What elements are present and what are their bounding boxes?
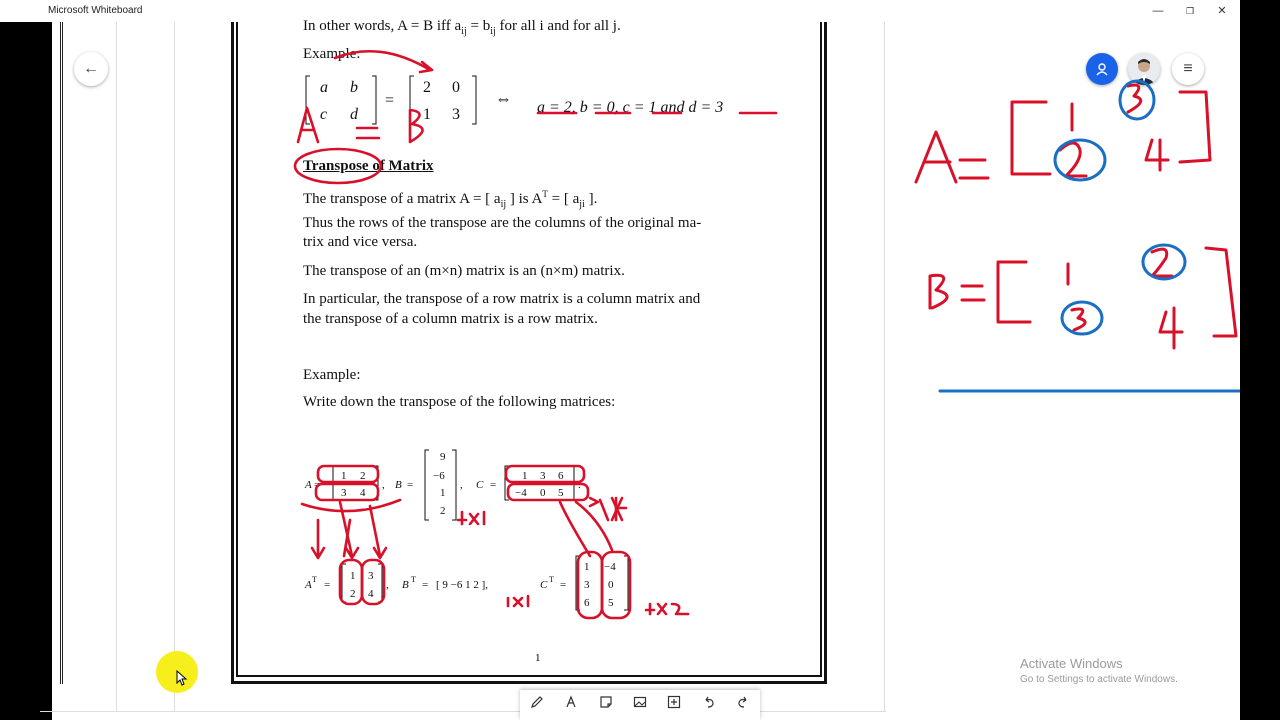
svg-text:B: B	[402, 579, 409, 591]
close-button[interactable]: ✕	[1217, 5, 1227, 17]
svg-text:A: A	[305, 479, 312, 491]
svg-text:=: =	[422, 579, 429, 591]
svg-text:1: 1	[440, 487, 446, 499]
svg-text:2: 2	[360, 470, 366, 482]
add-icon[interactable]	[662, 694, 686, 716]
svg-text:T: T	[312, 575, 317, 584]
right-black-border	[1240, 0, 1280, 720]
red-ink-board	[916, 85, 1236, 348]
hamburger-menu-icon: ≡	[1183, 60, 1193, 77]
svg-text:2: 2	[423, 79, 431, 96]
svg-text:⇔: ⇔	[495, 89, 512, 108]
svg-text:C: C	[540, 579, 548, 591]
svg-text:−6: −6	[433, 470, 445, 482]
svg-text:1: 1	[341, 470, 347, 482]
svg-text:4: 4	[368, 588, 374, 600]
svg-text:=: =	[407, 479, 414, 491]
svg-text:T: T	[549, 575, 554, 584]
svg-text:−4: −4	[515, 487, 527, 499]
svg-text:−4: −4	[604, 561, 616, 573]
paragraph-line: trix and vice versa.	[303, 234, 418, 250]
svg-text:2: 2	[350, 588, 356, 600]
restore-button[interactable]: ❐	[1185, 6, 1195, 16]
svg-text:1: 1	[423, 106, 431, 123]
svg-text:C: C	[476, 479, 484, 491]
svg-text:0: 0	[452, 79, 460, 96]
svg-text:0: 0	[608, 579, 614, 591]
note-icon[interactable]	[594, 694, 618, 716]
svg-text:9: 9	[440, 451, 446, 463]
activate-windows-watermark	[1020, 656, 1178, 685]
blue-ink-board	[940, 81, 1240, 391]
svg-text:1: 1	[522, 470, 528, 482]
section-heading: Transpose of Matrix	[303, 158, 434, 174]
undo-icon[interactable]	[697, 694, 721, 716]
svg-text:[ 9 −6 1 2 ],: [ 9 −6 1 2 ],	[436, 579, 489, 591]
back-arrow-icon: ←	[83, 60, 99, 77]
svg-text:,: ,	[460, 479, 463, 491]
paragraph-line: In particular, the transpose of a row matrix is a column matrix and	[303, 291, 701, 307]
svg-text:3: 3	[368, 570, 374, 582]
watermark-title: Activate Windows	[1020, 656, 1123, 671]
transpose-definition: The transpose of a matrix A = [ $a_{ij}$ ] is $A^T$ = [ $a_{ji}$ ].	[303, 189, 598, 210]
example-label-1: Example:	[303, 46, 361, 62]
pen-icon[interactable]	[525, 694, 549, 716]
bottom-toolbar	[520, 690, 760, 720]
svg-text:3: 3	[341, 487, 347, 499]
page-number: 1	[535, 652, 541, 664]
svg-text:=: =	[560, 579, 567, 591]
svg-text:,: ,	[382, 479, 385, 491]
mouse-pointer-icon	[176, 670, 188, 686]
paragraph-line: Thus the rows of the transpose are the columns of the original ma-	[303, 215, 702, 231]
svg-text:1: 1	[584, 561, 590, 573]
svg-text:B: B	[395, 479, 402, 491]
svg-text:.: .	[578, 479, 581, 491]
svg-text:5: 5	[558, 487, 564, 499]
svg-text:=: =	[490, 479, 497, 491]
svg-text:3: 3	[584, 579, 590, 591]
exercise-instruction: Write down the transpose of the following matrices:	[303, 394, 616, 410]
svg-text:4: 4	[360, 487, 366, 499]
svg-text:d: d	[350, 106, 358, 123]
svg-text:=: =	[324, 579, 331, 591]
svg-text:T: T	[411, 575, 416, 584]
text-icon[interactable]	[559, 694, 583, 716]
example-label-2: Example:	[303, 367, 361, 383]
svg-text:3: 3	[452, 106, 460, 123]
paragraph-line: The transpose of an (m×n) matrix is an (n×m) matrix.	[303, 263, 625, 279]
image-icon[interactable]	[628, 694, 652, 716]
svg-text:5: 5	[608, 597, 614, 609]
svg-text:=: =	[314, 479, 321, 491]
svg-text:,: ,	[386, 579, 389, 591]
svg-text:6: 6	[584, 597, 590, 609]
equality-conditions: a = 2, b = 0, c = 1 and d = 3	[537, 99, 724, 116]
watermark-subtitle: Go to Settings to activate Windows.	[1020, 674, 1178, 685]
app-title: Microsoft Whiteboard	[48, 5, 143, 16]
svg-text:2: 2	[440, 505, 446, 517]
svg-text:A: A	[305, 579, 312, 591]
redo-icon[interactable]	[731, 694, 755, 716]
minimize-button[interactable]: —	[1152, 5, 1164, 17]
svg-text:6: 6	[558, 470, 564, 482]
paragraph-line: the transpose of a column matrix is a row matrix.	[303, 311, 598, 327]
svg-text:=: =	[385, 92, 395, 109]
svg-text:1: 1	[350, 570, 356, 582]
svg-text:0: 0	[540, 487, 546, 499]
svg-text:b: b	[350, 79, 358, 96]
svg-text:a: a	[320, 79, 328, 96]
svg-text:c: c	[320, 106, 328, 123]
red-ink-doc	[295, 51, 776, 618]
svg-text:3: 3	[540, 470, 546, 482]
definition-equality-line: In other words, A = B iff $a_{ij} = b_{ij}$ for all i and for all j.	[303, 18, 621, 37]
